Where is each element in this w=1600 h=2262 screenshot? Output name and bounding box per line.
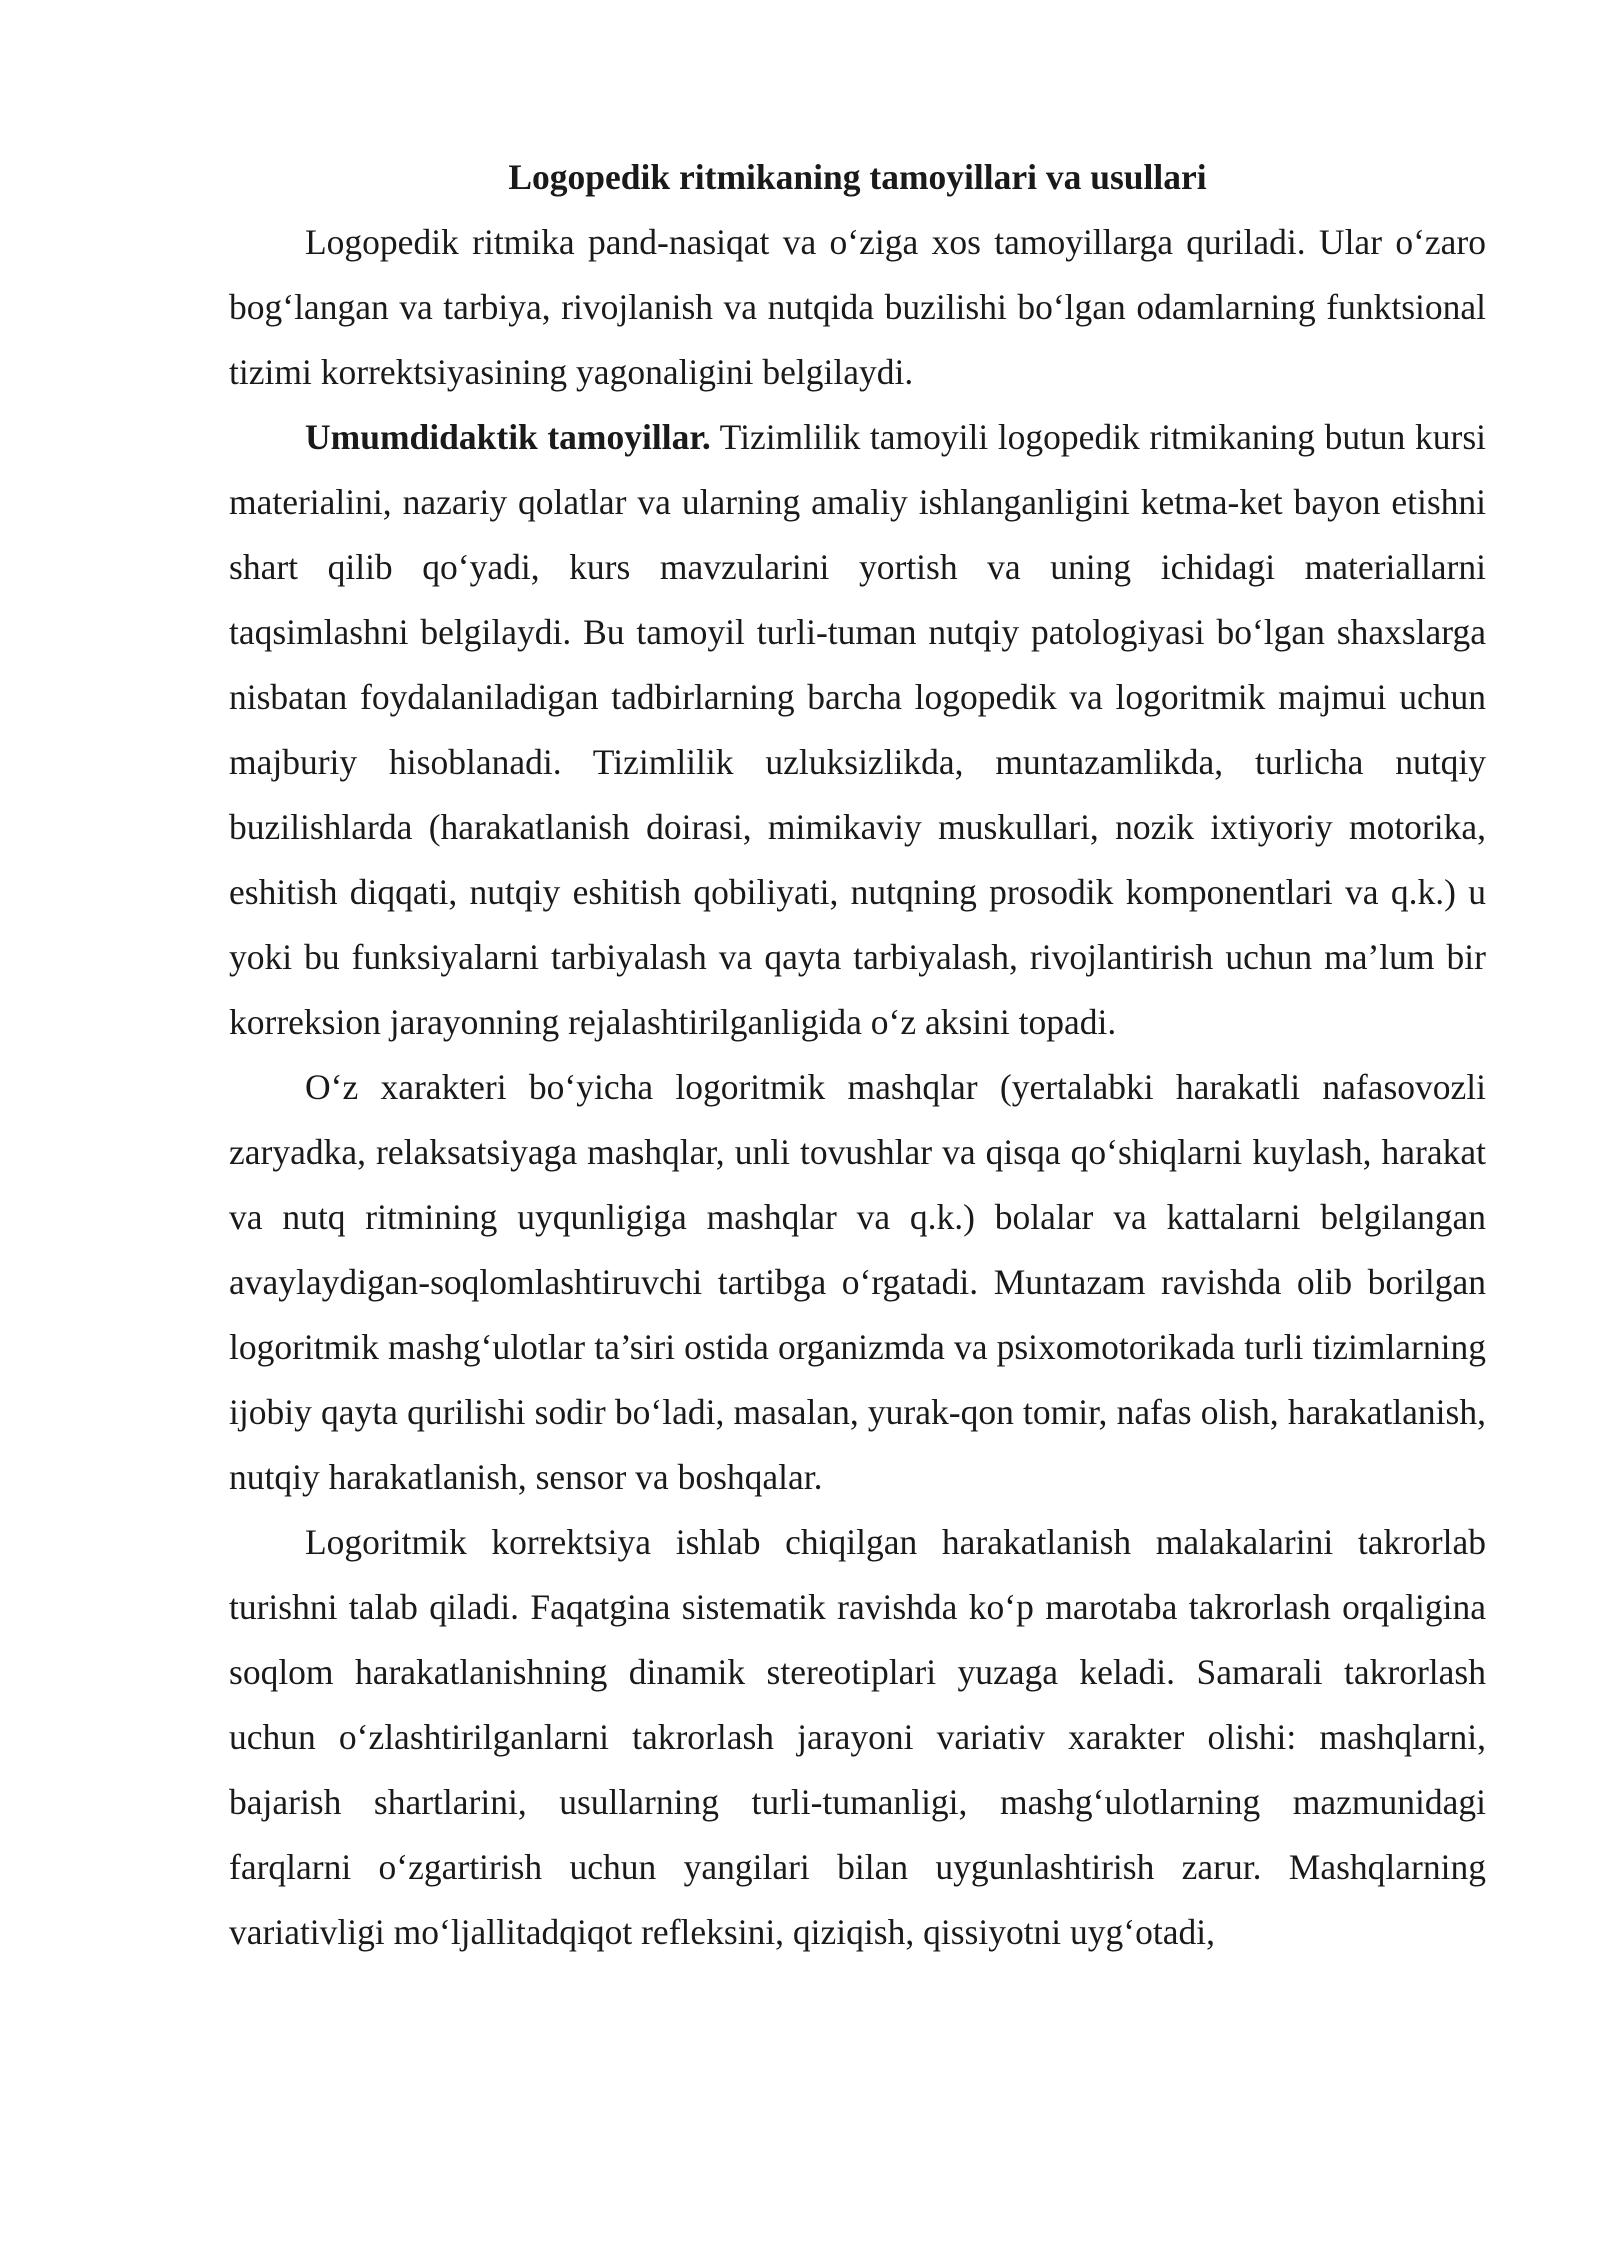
document-title: Logopedik ritmikaning tamoyillari va usullari [508, 157, 1207, 197]
paragraph-intro [229, 210, 1486, 405]
paragraph-text: O‘z xarakteri bo‘yicha logoritmik mashqlar (yertalabki harakatli nafasovozli zaryadka, relaksatsiyaga mashqlar, unli tovushlar va qisqa qo‘shiqlarni kuylash, harakat va nutq ritmining uyqunligiga mashqlar va q.k.) bolalar va kattalarni belgilangan avaylaydigan-soqlomlashtiruvchi tartibga o‘rgatadi. Muntazam ravishda olib borilgan logoritmik mashg‘ulotlar ta’siri ostida organizmda va psixomotorikada turli tizimlarning ijobiy qayta qurilishi sodir bo‘ladi, masalan, yurak-qon tomir, nafas olish, harakatlanish, nutqiy harakatlanish, sensor va boshqalar. [229, 1067, 1486, 1497]
paragraph-text: Logopedik ritmika pand-nasiqat va o‘ziga xos tamoyillarga quriladi. Ular o‘zaro bog‘langan va tarbiya, rivojlanish va nutqida buzilishi bo‘lgan odamlarning funktsional tizimi korrektsiyasining yagonaligini belgilaydi. [229, 222, 1486, 392]
paragraph-text: Logoritmik korrektsiya ishlab chiqilgan harakatlanish malakalarini takrorlab turishni talab qiladi. Faqatgina sistematik ravishda ko‘p marotaba takrorlash orqaligina soqlom harakatlanishning dinamik stereotiplari yuzaga keladi. Samarali takrorlash uchun o‘zlashtirilganlarni takrorlash jarayoni variativ xarakter olishi: mashqlarni, bajarish shartlarini, usullarning turli-tumanligi, mashg‘ulotlarning mazmunidagi farqlarni o‘zgartirish uchun yangilari bilan uygunlashtirish zarur. Mashqlarning variativligi mo‘ljallitadqiqot refleksini, qiziqish, qissiyotni uyg‘otadi, [229, 1522, 1486, 1952]
paragraph-exercise-nature [229, 1055, 1486, 1510]
document-page [229, 145, 1486, 1965]
paragraph-lead-heading: Umumdidaktik tamoyillar. [305, 417, 711, 457]
paragraph-correction-repetition [229, 1510, 1486, 1965]
paragraph-didactic-principles [229, 405, 1486, 1055]
paragraph-text: Tizimlilik tamoyili logopedik ritmikaning butun kursi materialini, nazariy qolatlar va ularning amaliy ishlanganligini ketma-ket bayon etishni shart qilib qo‘yadi, kurs mavzularini yortish va uning ichidagi materiallarni taqsimlashni belgilaydi. Bu tamoyil turli-tuman nutqiy patologiyasi bo‘lgan shaxslarga nisbatan foydalaniladigan tadbirlarning barcha logopedik va logoritmik majmui uchun majburiy hisoblanadi. Tizimlilik uzluksizlikda, muntazamlikda, turlicha nutqiy buzilishlarda (harakatlanish doirasi, mimikaviy muskullari, nozik ixtiyoriy motorika, eshitish diqqati, nutqiy eshitish qobiliyati, nutqning prosodik komponentlari va q.k.) u yoki bu funksiyalarni tarbiyalash va qayta tarbiyalash, rivojlantirish uchun ma’lum bir korreksion jarayonning rejalashtirilganligida o‘z aksini topadi. [229, 417, 1486, 1042]
